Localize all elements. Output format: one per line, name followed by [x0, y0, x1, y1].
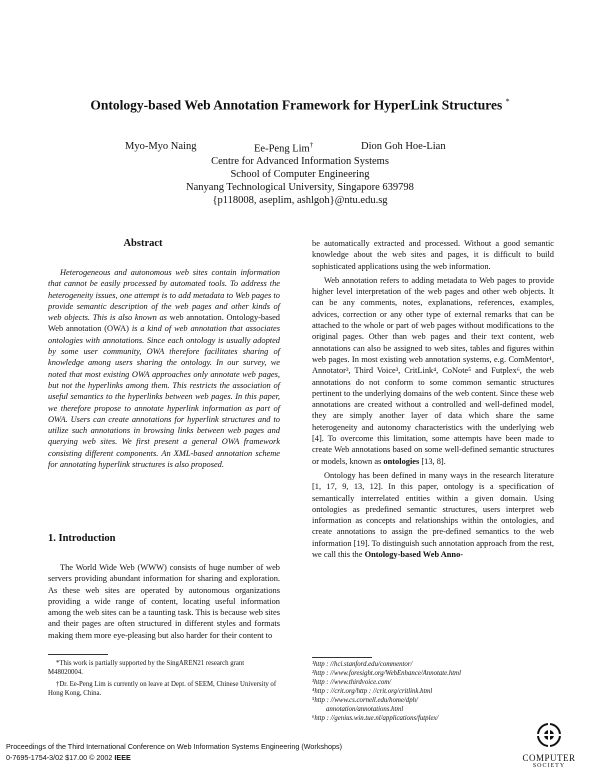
author-3: [361, 141, 446, 152]
term-ontologies: ontologies: [383, 456, 420, 466]
computer-society-logo: [514, 722, 584, 769]
footnote-url-5-cont[interactable]: annotation/annotations.html: [326, 706, 404, 713]
abstract-part-4: is a kind of web annotation that associates ontologies with annotations. Since each ontology is usually adopted by some user community, OWA therefore facilitates sharing of knowledge among users sharing the ontology. In our survey, we noted that most existing OWA approaches only annotate web pages, but not the hyperlinks among them. This restricts the association of useful semantics to the hyperlinks between web pages. In this paper, we therefore propose to annotate hyperlink information as part of OWA. Users can create annotations for hyperlink structures and to utilize such annotations in browsing links between web pages and querying web sites. We first present a general OWA framework consisting different components. An XML-based annotation scheme for annotating hyperlink structures is also proposed.: [48, 324, 280, 470]
footnote-url-5[interactable]: ⁵http : //www.cs.cornell.edu/home/dph/: [312, 697, 418, 704]
right-footnotes: [312, 660, 554, 723]
copyright-text: 0-7695-1754-3/02 $17.00 © 2002: [6, 753, 115, 762]
introduction-paragraph: The World Wide Web (WWW) consists of huge number of web servers providing abundant information for sharing and exploration. As these web sites are operated by autonomous organizations providing a wide range of content, locating useful information among the web sites can be a taunting task. This is because web sites and their pages are often structured in different styles and formats making them more eye-pleasing but also harder for their content to: [48, 563, 280, 640]
ieee-label: IEEE: [114, 753, 131, 762]
footnote-url-4[interactable]: ⁴http : //crit.org/http : //crit.org/critlink.html: [312, 688, 433, 695]
right-paragraph-2-end: [13, 8].: [419, 456, 446, 466]
left-footnote-rule: [48, 654, 108, 655]
author-1: [125, 141, 196, 152]
affiliation-line-2: School of Computer Engineering: [230, 169, 370, 180]
introduction-heading: 1. Introduction: [48, 533, 116, 544]
abstract-body: [48, 267, 280, 470]
abstract-heading: Abstract: [123, 238, 163, 249]
title-text: Ontology-based Web Annotation Framework for HyperLink Structures: [90, 97, 503, 113]
right-column-body: [312, 238, 554, 560]
right-paragraph-2-text: Web annotation refers to adding metadata to Web pages to provide higher level interpretation of the web pages and other web objects. It can be any comments, notes, explanations, references, examples, advices, correction or any other type of external remarks that can be attached to the whole or part of web pages without modifications to the original pages. Other than web pages and their text content, web annotations can also be assigned to web sites, tables and figures within web pages. In most existing web annotation systems, e.g. ComMentor¹, Annotator², Third Voice³, CritLink⁴, CoNote⁵ and Futplex⁶, the web annotations do not conform to some common semantic structures pertinent to the underlying domains of the web content. Since these web annotations are created without a controlled and well-defined model, they are simply another layer of data which share the same heterogeneity and autonomy characteristics with the underlying web [4]. To overcome this limitation, some attempts have been made to create Web annotations based on some well-defined semantic structures or models, known as: [312, 275, 554, 466]
affiliation-email: {p118008, aseplim, ashlgoh}@ntu.edu.sg: [212, 195, 388, 206]
footnote-url-2[interactable]: ²http : //www.foresight.org/WebEnhance/Annotate.html: [312, 670, 461, 677]
author-2-name: Ee-Peng Lim: [254, 143, 310, 155]
footnote-url-1[interactable]: ¹http : //hci.stanford.edu/commentor/: [312, 661, 413, 668]
author-1-name: Myo-Myo Naing: [125, 141, 197, 152]
introduction-body: [48, 562, 280, 641]
right-paragraph-1: be automatically extracted and processed. Without a good semantic knowledge about the web sites and pages, it is difficult to build sophisticated applications using the web information.: [312, 239, 554, 271]
affiliation-line-1: Centre for Advanced Information Systems: [211, 156, 389, 167]
footnote-url-6[interactable]: ⁶http : //genius.win.tue.nl/applications/futplex/: [312, 715, 439, 722]
abstract-part-3: . Ontology-based Web annotation (OWA): [48, 313, 280, 334]
abstract-term-web-annotation: web annotation: [169, 313, 222, 323]
left-footnotes: [48, 659, 280, 698]
author-2: [254, 141, 313, 155]
right-paragraph-3: [312, 470, 554, 560]
affiliation-line-3: Nanyang Technological University, Singapore 639798: [186, 182, 414, 193]
proceedings-footer: Proceedings of the Third International Conference on Web Information Systems Engineering (Workshops): [6, 742, 342, 751]
logo-text-computer: COMPUTER: [522, 753, 576, 763]
right-footnote-rule: [312, 657, 372, 658]
author-2-mark: †: [309, 141, 314, 149]
logo-text-society: SOCIETY: [532, 763, 566, 769]
right-paragraph-3-text: Ontology has been defined in many ways in the research literature [1, 17, 9, 13, 12]. In this paper, ontology is a specification of semantically interrelated entities within a given domain. Using ontologies as predefined semantic structures, users interpret web information as concepts and relationships within the ontologies, and create annotations to assign the pre-defined semantics to the web information [19]. To distinguish such annotation approach from the rest, we call this the: [312, 470, 554, 560]
author-3-name: Dion Goh Hoe-Lian: [361, 141, 446, 152]
footnote-url-3[interactable]: ³http : //www.thirdvoice.com/: [312, 679, 392, 686]
title-footnote-mark: *: [505, 97, 510, 106]
footnote-author-leave: †Dr. Ee-Peng Lim is currently on leave at Dept. of SEEM, Chinese University of Hong Kong, China.: [48, 681, 277, 697]
copyright-footer: [6, 753, 131, 762]
right-paragraph-2: [312, 275, 554, 467]
computer-society-emblem-icon: [536, 722, 562, 748]
footnote-grant: *This work is partially supported by the SingAREN21 research grant M48020004.: [48, 660, 245, 676]
term-owa: Ontology-based Web Anno-: [364, 550, 464, 560]
paper-title: [0, 97, 600, 114]
abstract-part-1: Heterogeneous and autonomous web sites contain information that cannot be easily processed by automated tools. To address the heterogeneity issues, one attempt is to add metadata to Web pages to provide semantic description of the web pages and other kinds of web objects. This is also known as: [48, 268, 280, 323]
